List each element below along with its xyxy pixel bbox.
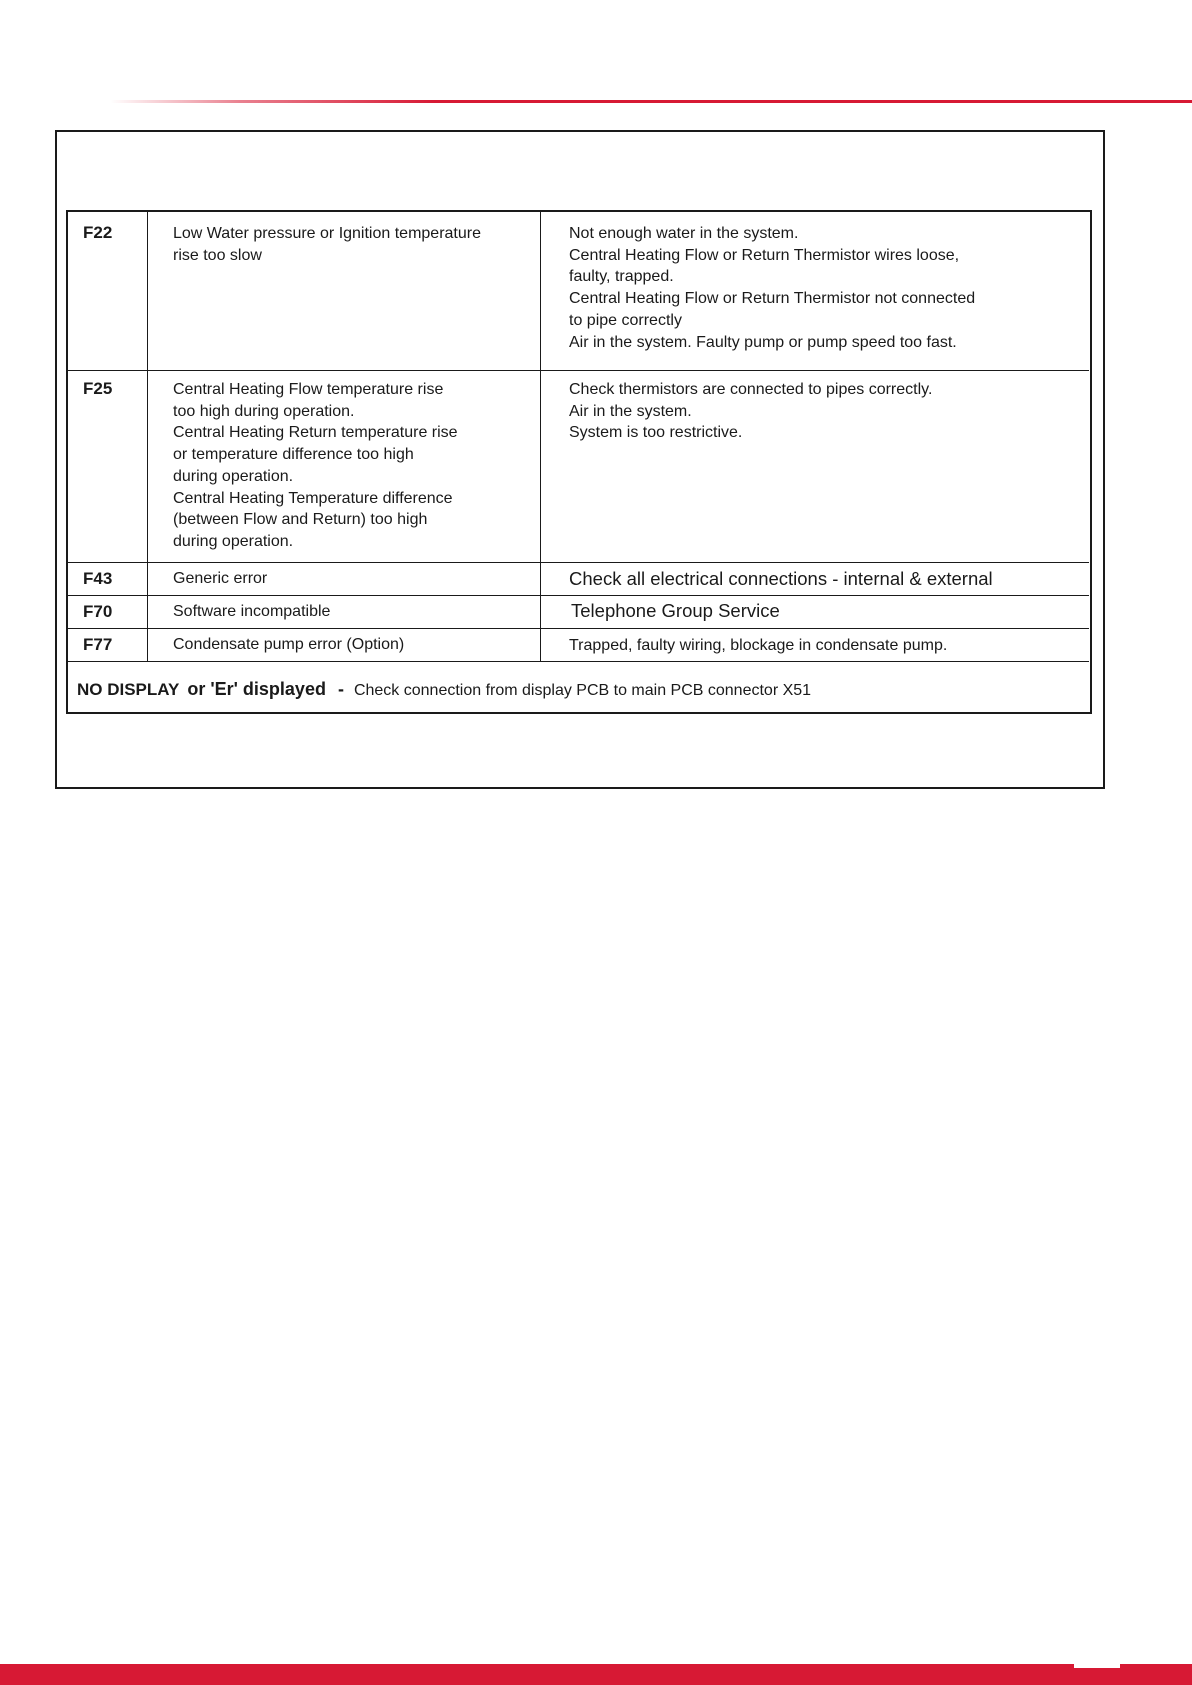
fault-code: F25 — [83, 379, 113, 398]
er-displayed-label: or 'Er' displayed — [187, 679, 326, 699]
fault-description: Low Water pressure or Ignition temperature rise too slow — [173, 225, 481, 264]
page-number-tab — [1074, 1664, 1120, 1668]
fault-action: Check thermistors are connected to pipes correctly. Air in the system. System is too restrictive. — [569, 381, 933, 442]
fault-code: F77 — [83, 635, 113, 654]
fault-code: F22 — [83, 223, 113, 242]
fault-description: Condensate pump error (Option) — [173, 636, 405, 653]
fault-row-f22 — [68, 212, 1089, 370]
no-display-action: Check connection from display PCB to main PCB connector X51 — [353, 682, 812, 699]
header-accent-rule — [110, 100, 1192, 103]
fault-row-f43 — [68, 563, 1089, 595]
fault-action: Not enough water in the system. Central Heating Flow or Return Thermistor wires loose, faulty, trapped. Central Heating Flow or Return Thermistor not connected to pipe correctly Air in the system. Faulty pump or pump speed too fast. — [569, 225, 976, 351]
footer-accent-band — [0, 1664, 1192, 1685]
fault-description: Generic error — [173, 570, 268, 587]
separator-dash: - — [337, 679, 344, 699]
no-display-label: NO DISPLAY — [77, 680, 180, 699]
fault-row-f70 — [68, 596, 1089, 628]
fault-row-f77 — [68, 629, 1089, 661]
fault-code: F70 — [83, 602, 113, 621]
fault-code: F43 — [83, 569, 113, 588]
fault-action: Telephone Group Service — [571, 600, 780, 621]
fault-row-f25 — [68, 371, 1089, 562]
fault-description: Central Heating Flow temperature rise too high during operation. Central Heating Return temperature rise or temperature difference too high during operation. Central Heating Temperature difference (between Flow and Return) too high during operation. — [173, 381, 458, 550]
fault-code-table — [66, 210, 1092, 714]
row-divider — [68, 661, 1089, 662]
fault-action: Trapped, faulty wiring, blockage in condensate pump. — [569, 637, 948, 654]
fault-description: Software incompatible — [173, 603, 331, 620]
no-display-note — [77, 679, 811, 700]
fault-action: Check all electrical connections - internal & external — [569, 568, 993, 589]
